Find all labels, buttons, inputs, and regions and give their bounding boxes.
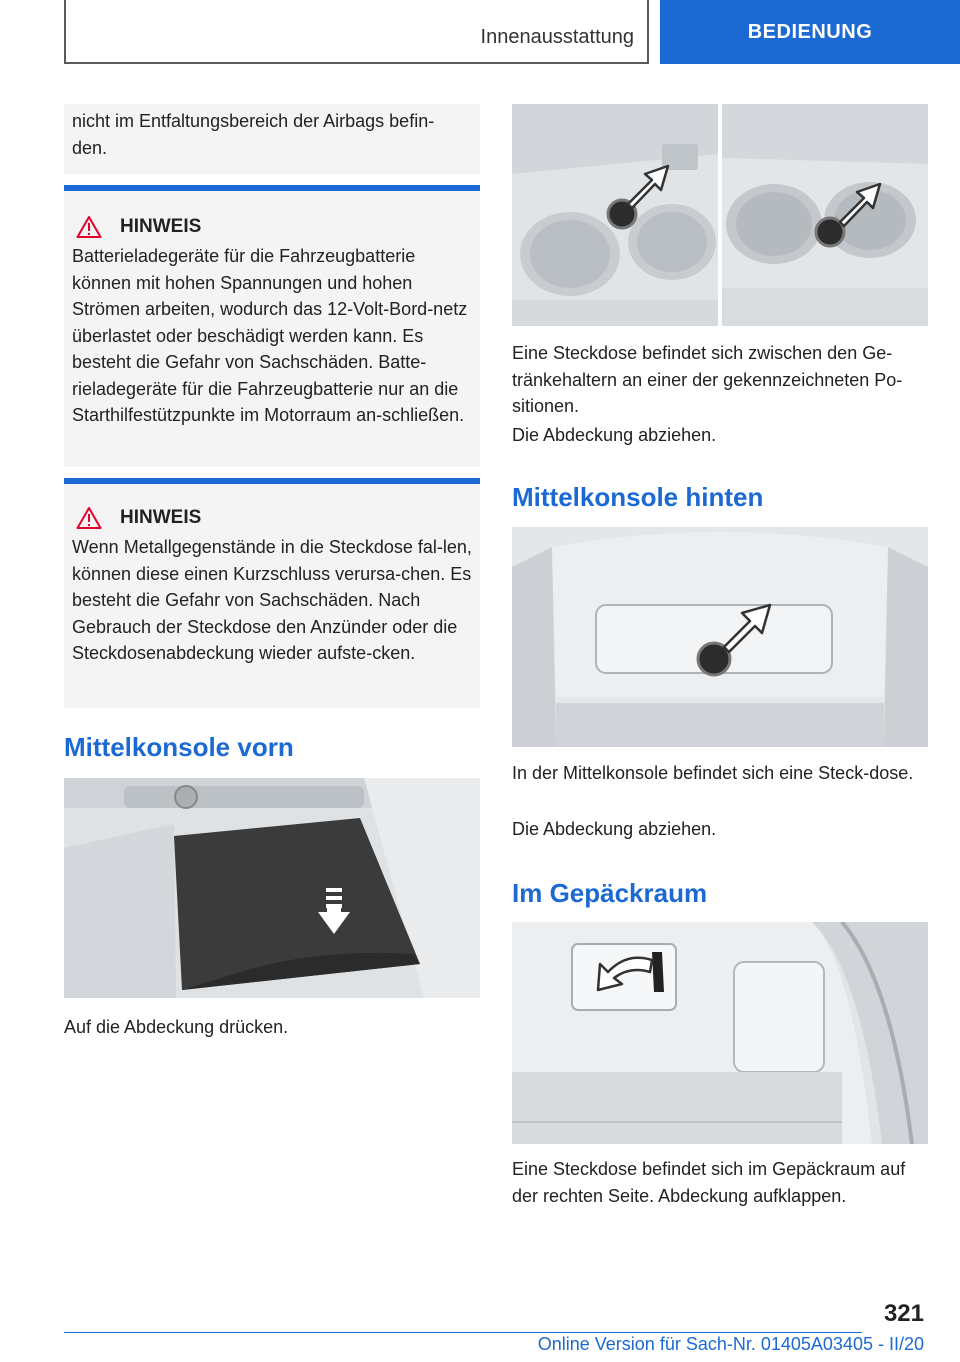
warning-triangle-icon <box>76 215 102 239</box>
footer-rule <box>64 1332 862 1333</box>
image-cupholders-left <box>512 104 718 326</box>
image-front-console <box>64 778 480 998</box>
header-chapter-tab[interactable]: BEDIENUNG <box>660 0 960 64</box>
image-trunk <box>512 922 928 1144</box>
rear-console-instruction: Die Abdeckung abziehen. <box>512 819 717 839</box>
notice-header <box>64 484 480 530</box>
top-continuation-text: nicht im Entfaltungsbereich der Airbags befin- den. <box>72 111 435 158</box>
notice-title: HINWEIS <box>120 216 202 237</box>
notice-text: Batterieladegeräte für die Fahrzeugbatterie können mit hohen Spannungen und hohen Strömen arbeiten, wodurch das 12-Volt-Bord-netz überlastet oder beschädigt werden kann. Es besteht die Gefahr von Sachschäden. Batte-rieladegeräte für die Fahrzeugbatterie nur an die Starthilfestützpunkte im Motorraum an-schließen. <box>72 246 468 425</box>
notice-title: HINWEIS <box>120 507 202 528</box>
heading-trunk: Im Gepäckraum <box>512 878 708 908</box>
caption-front-console: Auf die Abdeckung drücken. <box>64 1017 289 1037</box>
warning-triangle-icon <box>76 506 102 530</box>
cupholder-description: Eine Steckdose befindet sich zwischen den Ge-tränkehaltern an einer der gekennzeichneten Po-sitionen. <box>512 343 903 416</box>
notice-header <box>64 191 480 239</box>
page-number: 321 <box>883 1300 924 1327</box>
top-continuation-box <box>64 104 480 174</box>
heading-rear-console: Mittelkonsole hinten <box>512 482 764 512</box>
header-section-title: Innenausstattung <box>480 26 634 48</box>
footer-online-version[interactable]: Online Version für Sach-Nr. 01405A03405 - II/20 <box>537 1334 924 1354</box>
heading-front-console: Mittelkonsole vorn <box>64 732 294 762</box>
image-rear-console <box>512 527 928 747</box>
cupholder-instruction: Die Abdeckung abziehen. <box>512 425 717 445</box>
trunk-description: Eine Steckdose befindet sich im Gepäckraum auf der rechten Seite. Abdeckung aufklappen. <box>512 1159 906 1206</box>
rear-console-description: In der Mittelkonsole befindet sich eine Steck-dose. <box>512 763 914 783</box>
notice-text: Wenn Metallgegenstände in die Steckdose fal-len, können diese einen Kurzschluss verursa-chen. Es besteht die Gefahr von Sachschäden. Nach Gebrauch der Steckdose den Anzünder oder die Steckdosenabdeckung wieder aufste-cken. <box>72 537 472 663</box>
image-cupholders-right <box>722 104 928 326</box>
notice-metal-objects <box>64 478 480 708</box>
notice-battery-charger <box>64 185 480 467</box>
